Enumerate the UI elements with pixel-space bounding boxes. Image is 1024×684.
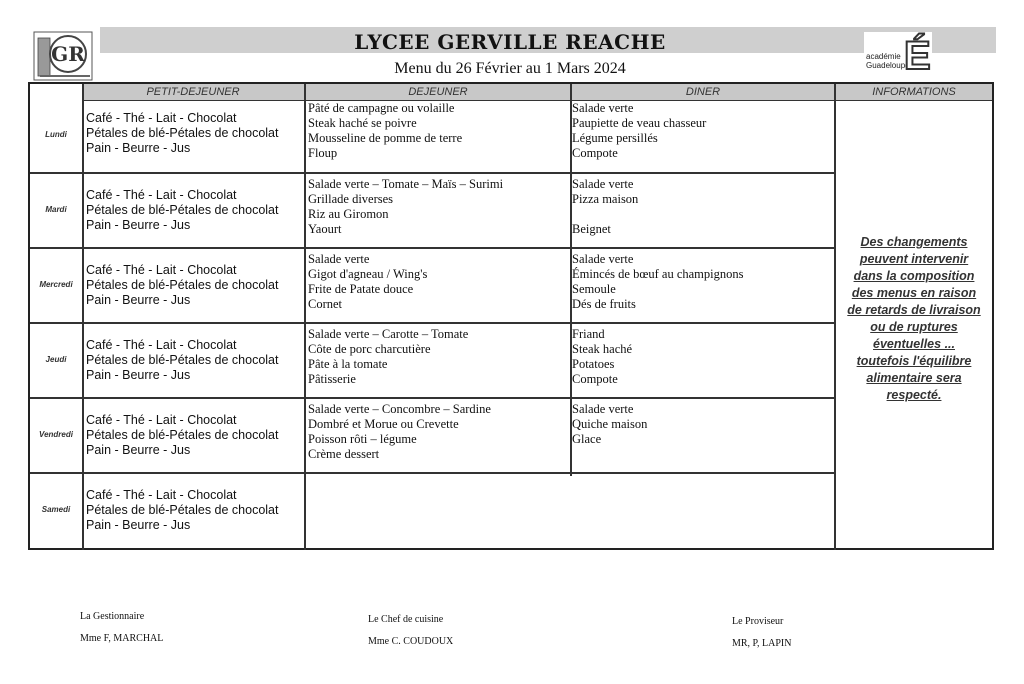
column-header-breakfast: PETIT-DEJEUNER [82, 84, 304, 101]
menu-item: Pétales de blé-Pétales de chocolat [86, 126, 279, 140]
menu-item: Salade verte [572, 402, 634, 416]
menu-item: Frite de Patate douce [308, 282, 414, 296]
lunch-cell-mardi [308, 177, 503, 237]
breakfast-cell-lundi [86, 111, 279, 156]
menu-item: Beignet [572, 222, 611, 236]
menu-item: Riz au Giromon [308, 207, 389, 221]
column-divider [304, 84, 306, 550]
menu-item: Crème dessert [308, 447, 380, 461]
menu-item: Salade verte – Carotte – Tomate [308, 327, 469, 341]
menu-item: Salade verte – Tomate – Maïs – Surimi [308, 177, 504, 191]
menu-item: Pain - Beurre - Jus [86, 141, 191, 155]
dinner-cell-jeudi [572, 327, 632, 387]
menu-item: Dombré et Morue ou Crevette [308, 417, 459, 431]
menu-item: Pâtisserie [308, 372, 356, 386]
lunch-cell-lundi [308, 101, 462, 161]
row-divider [30, 472, 836, 474]
breakfast-cell-samedi [86, 488, 279, 533]
signature-name: MR, P, LAPIN [732, 638, 792, 649]
menu-item: Paupiette de veau chasseur [572, 116, 707, 130]
menu-item: Pain - Beurre - Jus [86, 293, 191, 307]
menu-item: Pâté de campagne ou volaille [308, 101, 455, 115]
menu-item: Yaourt [308, 222, 342, 236]
day-label-samedi: Samedi [41, 505, 71, 514]
menu-item: Côte de porc charcutière [308, 342, 431, 356]
menu-item: Steak haché [572, 342, 633, 356]
breakfast-cell-mardi [86, 188, 279, 233]
signature-role: La Gestionnaire [80, 611, 145, 622]
menu-item: Légume persillés [572, 131, 658, 145]
menu-item: Potatoes [572, 357, 615, 371]
menu-item: Dés de fruits [572, 297, 636, 311]
signature-role: Le Proviseur [732, 616, 784, 627]
academie-logo-line: Guadeloupe [866, 61, 910, 70]
menu-item: Pain - Beurre - Jus [86, 443, 191, 457]
signature-proviseur [732, 615, 791, 659]
school-title: LYCEE GERVILLE REACHE [354, 30, 666, 54]
breakfast-cell-jeudi [86, 338, 279, 383]
menu-item: Cornet [308, 297, 343, 311]
info-note-line: ou de ruptures [870, 320, 958, 334]
day-label-jeudi: Jeudi [45, 355, 67, 364]
lunch-cell-mercredi [308, 252, 427, 312]
menu-item: Pain - Beurre - Jus [86, 368, 191, 382]
signature-chef [368, 613, 453, 657]
menu-item: Pizza maison [572, 192, 639, 206]
menu-item: Émincés de bœuf au champignons [572, 267, 744, 281]
dinner-cell-lundi [572, 101, 706, 161]
menu-item: Grillade diverses [308, 192, 394, 206]
signature-gestionnaire [80, 610, 163, 654]
menu-item: Salade verte – Concombre – Sardine [308, 402, 491, 416]
info-note-line: respecté. [886, 388, 942, 402]
menu-period: Menu du 26 Février au 1 Mars 2024 [394, 60, 626, 77]
menu-item: Pétales de blé-Pétales de chocolat [86, 353, 279, 367]
academie-logo-line: académie [866, 52, 901, 61]
day-label-vendredi: Vendredi [39, 430, 73, 439]
day-label-mardi: Mardi [45, 205, 67, 214]
signature-role: Le Chef de cuisine [368, 614, 444, 625]
menu-item: Mousseline de pomme de terre [308, 131, 463, 145]
info-note-line: Des changements [860, 235, 968, 249]
school-logo [32, 30, 94, 82]
column-header-info: INFORMATIONS [836, 84, 992, 101]
menu-item: Pain - Beurre - Jus [86, 518, 191, 532]
row-divider [30, 172, 836, 174]
info-note-line: des menus en raison [851, 286, 977, 300]
menu-item: Compote [572, 146, 618, 160]
menu-item [572, 207, 638, 222]
breakfast-cell-mercredi [86, 263, 279, 308]
menu-item: Friand [572, 327, 605, 341]
menu-item: Semoule [572, 282, 616, 296]
dinner-cell-vendredi [572, 402, 647, 447]
lunch-cell-vendredi [308, 402, 491, 462]
day-label-lundi: Lundi [45, 130, 67, 139]
dinner-cell-mardi [572, 177, 638, 237]
menu-item: Pétales de blé-Pétales de chocolat [86, 428, 279, 442]
row-divider [30, 397, 836, 399]
menu-item: Pâte à la tomate [308, 357, 388, 371]
menu-item: Café - Thé - Lait - Chocolat [86, 188, 237, 202]
menu-item: Salade verte [572, 252, 634, 266]
info-note-line: de retards de livraison [847, 303, 981, 317]
menu-item: Café - Thé - Lait - Chocolat [86, 338, 237, 352]
menu-item: Salade verte [572, 177, 634, 191]
menu-item: Poisson rôti – légume [308, 432, 417, 446]
info-note-line: éventuelles ... [873, 337, 955, 351]
menu-table [28, 82, 994, 550]
menu-item: Glace [572, 432, 602, 446]
info-note [836, 234, 992, 404]
menu-item: Gigot d'agneau / Wing's [308, 267, 428, 281]
info-note-line: dans la composition [853, 269, 975, 283]
day-label-mercredi: Mercredi [39, 280, 73, 289]
lunch-cell-jeudi [308, 327, 468, 387]
info-note-line: alimentaire sera [866, 371, 962, 385]
menu-item: Café - Thé - Lait - Chocolat [86, 111, 237, 125]
info-note-line: peuvent intervenir [859, 252, 969, 266]
menu-item: Café - Thé - Lait - Chocolat [86, 488, 237, 502]
row-divider [30, 322, 836, 324]
menu-item: Salade verte [572, 101, 634, 115]
menu-item: Compote [572, 372, 618, 386]
column-header-dinner: DINER [572, 84, 834, 101]
menu-item: Pétales de blé-Pétales de chocolat [86, 503, 279, 517]
menu-item: Floup [308, 146, 338, 160]
menu-item: Café - Thé - Lait - Chocolat [86, 413, 237, 427]
menu-item: Quiche maison [572, 417, 648, 431]
menu-item: Café - Thé - Lait - Chocolat [86, 263, 237, 277]
column-header-lunch: DEJEUNER [306, 84, 570, 101]
info-note-line: toutefois l'équilibre [856, 354, 972, 368]
dinner-cell-mercredi [572, 252, 743, 312]
menu-item: Pétales de blé-Pétales de chocolat [86, 278, 279, 292]
menu-item: Pain - Beurre - Jus [86, 218, 191, 232]
signature-name: Mme F, MARCHAL [80, 633, 164, 644]
signature-name: Mme C. COUDOUX [368, 636, 454, 647]
breakfast-cell-vendredi [86, 413, 279, 458]
academie-logo [864, 32, 932, 82]
row-divider [30, 247, 836, 249]
menu-item: Salade verte [308, 252, 370, 266]
academie-logo-mark: É [904, 34, 931, 78]
menu-item: Steak haché se poivre [308, 116, 417, 130]
column-divider [82, 84, 84, 550]
school-logo-text: GR [51, 42, 85, 66]
menu-item: Pétales de blé-Pétales de chocolat [86, 203, 279, 217]
